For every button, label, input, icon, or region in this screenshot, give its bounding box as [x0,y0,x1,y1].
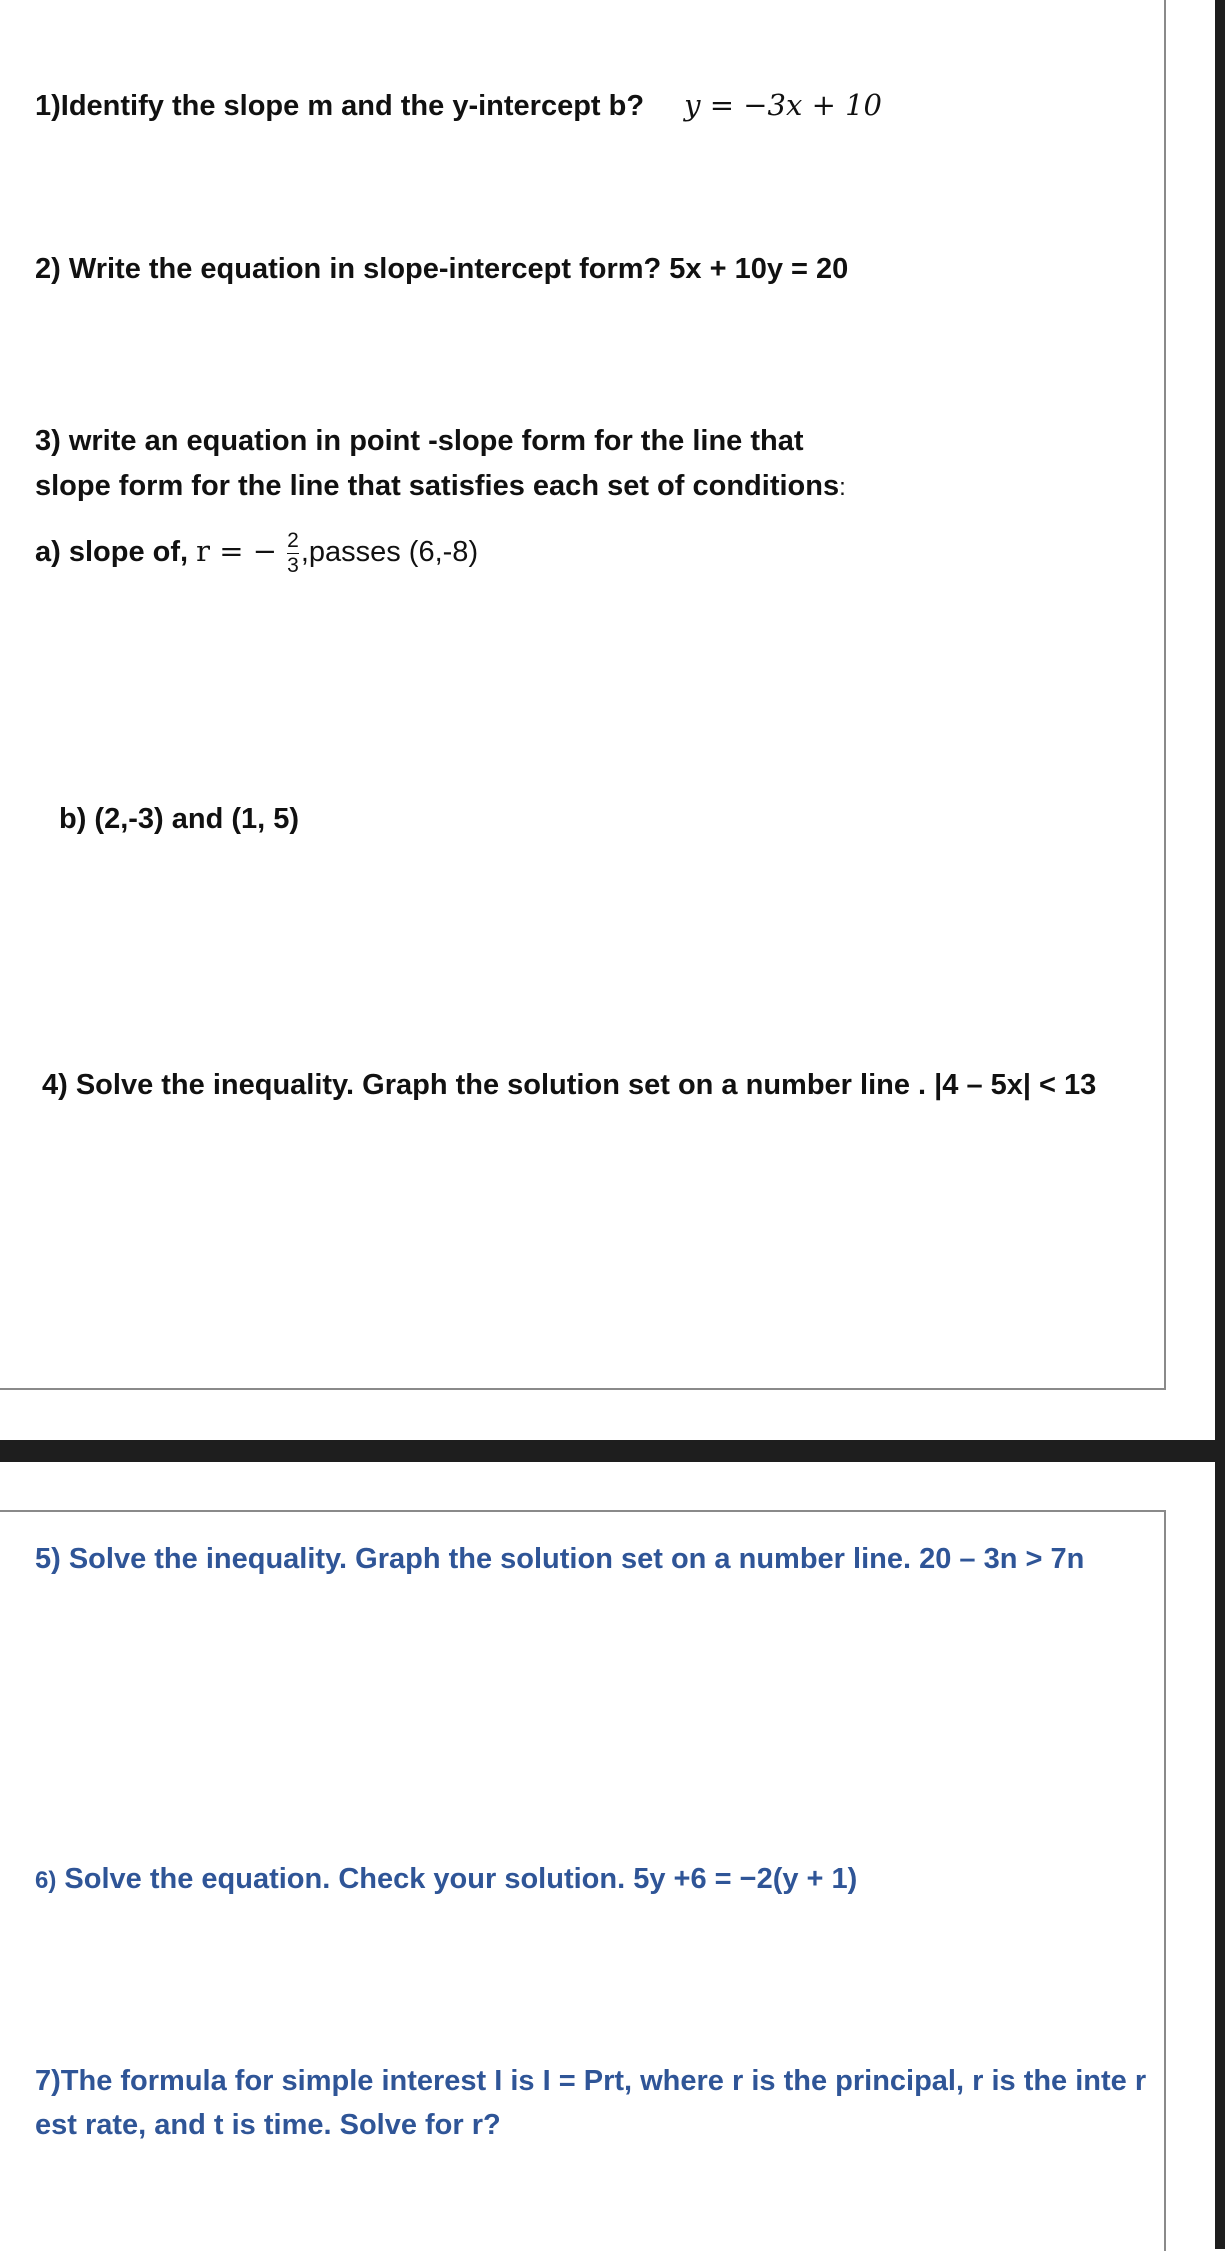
question-6-text: Solve the equation. Check your solution. 5y +6 = −2(y + 1) [56,1863,858,1895]
part-a-label: a) slope of, [35,536,189,569]
part-a-equals: = − [210,534,278,569]
question-1-text: 1)Identify the slope m and the y-intercept b? [35,90,645,122]
question-6-prefix: 6) [35,1867,57,1894]
question-3-line-1: 3) write an equation in point -slope form for the line that [35,425,804,457]
question-3-part-a [35,530,478,577]
question-1-equation: y = −3x + 10 [684,88,883,122]
question-3-line-2 [35,465,846,509]
page-separator [0,1440,1225,1462]
question-4: 4) Solve the inequality. Graph the solution set on a number line . |4 – 5x| < 13 [42,1069,1097,1101]
part-a-variable: r [196,534,211,569]
fraction-denominator: 3 [287,554,299,578]
fraction-numerator: 2 [287,529,299,552]
question-6 [35,1858,857,1902]
question-1 [35,84,882,129]
question-7: 7)The formula for simple interest I is I = Prt, where r is the principal, r is the inte rest rate, and t is time. Solve for r? [35,2065,1147,2141]
part-a-fraction [287,530,299,577]
question-3-line-2-text: slope form for the line that satisfies each set of conditions [35,470,840,502]
question-5: 5) Solve the inequality. Graph the solution set on a number line. 20 – 3n > 7n [35,1543,1085,1575]
part-a-rest: ,passes (6,-8) [300,536,479,569]
question-2: 2) Write the equation in slope-intercept form? 5x + 10y = 20 [35,253,849,285]
question-3-part-b: b) (2,-3) and (1, 5) [59,803,300,835]
right-edge-bar [1215,0,1225,2249]
worksheet-page-2 [0,1510,1166,2251]
question-3-colon: : [839,474,846,501]
